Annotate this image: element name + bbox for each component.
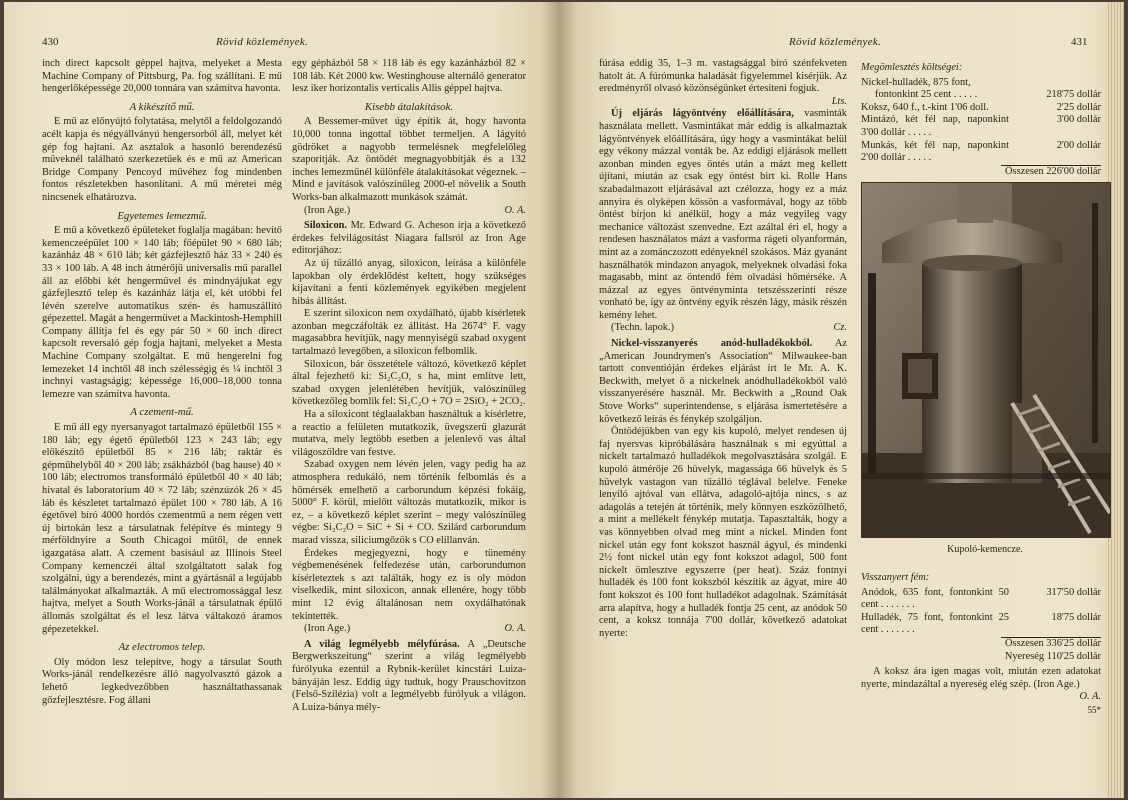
cost-row <box>861 89 1101 102</box>
paragraph: Szabad oxygen nem lévén jelen, vagy pedig ha az atmosphera redukáló, nem történik felbomlás és a hőmérsék emelhető a carborundum képzési fokáig, 5000° F. körül, mielőtt változás mutatkozik, mikor is ez, – a következő képlet szerint – megy valószínűleg végbe: Si₂C₂O = SiC + Si + CO. Szilárd carborundum marad vissza, siliciumgőzök s CO elillanván. <box>292 459 526 546</box>
source-line <box>599 322 847 335</box>
cost-value: 3'00 dollár <box>1056 114 1101 126</box>
paragraph <box>599 338 847 426</box>
paragraph <box>292 639 526 715</box>
right-page <box>559 2 1124 798</box>
paragraph: A koksz ára igen magas volt, miután ezen adatokat nyerte, mindazáltal a nyereség elég szép. (Iron Age.) <box>861 666 1101 690</box>
author-initials: O. A. <box>504 623 526 635</box>
section-heading: Kisebb átalakítások. <box>364 100 454 113</box>
source-line <box>292 623 526 636</box>
printer-signature-mark: 55* <box>1087 704 1101 715</box>
paragraph: E mű az előnyújtó folytatása, melytől a feldolgozandó acélt kapja és négyállványú hengersorból áll, melyet két gép fog hajtani. Az asztalok a hasonló berendezésű műveknél található szerkezetűek és e mű az American Bridge Company Pencoyd művéhez fog mindenben fontos részletekben hasonlítani. A mű méretei még nincsenek elhatározva. <box>42 116 282 203</box>
cost-label: Mintázó, két fél nap, naponkint 3'00 dollár . . . . . <box>861 114 1009 138</box>
paragraph: Érdekes megjegyezni, hogy e tünemény végbemenésének felfedezése után, carborundumon kísérleteztek s azt találták, hogy ez is oly módon viselkedik, mint siloxicon, annak ellenére, hogy több mint 12 évig általánosan nem oxydálhatónak tekintették. <box>292 547 526 622</box>
section-heading: Egyetemes lemezmű. <box>117 209 207 222</box>
paragraph <box>292 220 526 258</box>
returns-total: Összesen 336'25 dollár <box>1001 637 1101 651</box>
cost-label: Munkás, két fél nap, naponkint 2'00 dollár . . . . . <box>861 139 1009 164</box>
paragraph: Ha a siloxicont téglaalakban használtuk a kísérletre, a reactio a felületen mutatkozik, üvegszerű glazurát mutatva, mely legtöbb esetben a jelenlevő vas által világoszöldre van festve. <box>292 409 526 458</box>
author-initials: Cz. <box>833 322 847 334</box>
gutter-shadow <box>541 2 559 798</box>
cost-label: fontonkint 25 cent . . . . . <box>875 89 978 101</box>
article-title: A világ legmélyebb mélyfúrása. <box>304 638 460 650</box>
book-spread <box>4 2 1124 798</box>
left-column-2 <box>292 58 526 714</box>
returns-heading: Visszanyert fém: <box>861 572 930 583</box>
paragraph-text: Az „American Joundrymen's Association“ Milwaukee-ban tartott conventióján érdekes eljárást írt le Mr. A. K. Beckwith, melyet ő a nickelnek anódhulladékokból való visszanyerésére használ. Mr. Beckwith a „Round Oak Stove Works“ superintendense, s eljárása ismertetésére a következő leírás és fénykép szolgáljon. <box>599 338 847 425</box>
left-page <box>4 2 559 798</box>
paragraph: Öntödéjükben van egy kis kupoló, melyet rendesen új faj nyersvas kipróbálására használnak s mi egyúttal a nickelt tartalmazó hulladékok megolvasztására szolgál. E kupoló átmérője 26 hüvelyk, magassága 66 hüvelyk és 5 hüvelyk vastagon van tűzálló téglával belelve. Feneke lenyíló ajtóval van ellátva, adagoló-ajtója nincs, s az adagolás a tetején át történik, mely könnyen eszközölhető, a mint a mellékelt fénykép mutatja. Tapasztalták, hogy a vas könnyebben olvad meg mint a nickel. Minden font nickel után egy font kokszot használ ágyul, és mindenki 2½ font nickel után egy font kokszot adagol, 500 font nickelt ömlesztve egyszerre (per heat). Száz fontnyi hulladék és 100 font kokszból készítik az ágyat, mire 40 font kokszot és 100 font hulladékot adagolnak. Számítását arra alapítva, hogy a hulladék fontja 25 cent, az anódok 50 cent, a koksz tonnája 7'00 dollár, következő adatokat nyerte: <box>599 426 847 639</box>
cost-row <box>861 114 1101 139</box>
profit: Nyereség 110'25 dollár <box>1004 650 1101 662</box>
paragraph: egy gépházból 58 × 118 láb és egy kazánházból 82 × 108 láb. Két 2000 kw. Westinghouse alternáló generator lesz iker horizontalis verticalis Allis géppel hajtva. <box>292 58 526 95</box>
cost-row <box>861 140 1101 165</box>
page-number: 430 <box>42 36 59 48</box>
paragraph: Az új tűzálló anyag, siloxicon, leírása a különféle lapokban oly érdeklődést keltett, hogy szükséges kijavítani a fenti közlemények egyikében megjelent hibás állítást. <box>292 257 526 307</box>
cost-label: Koksz, 640 f., t.-kint 1'06 doll. <box>861 101 989 113</box>
figure-caption: Kupoló-kemencze. <box>947 544 1023 555</box>
paragraph: E szerint siloxicon nem oxydálható, újabb kísérletek azonban megczáfolták ez állítást. Ha 2674° F. vagy magasabbra hevítjük, nagy mennyiségű szabad oxygent tartalmazó levegőben, a siloxicon felbomlik. <box>292 308 526 358</box>
cost-value <box>1009 77 1101 90</box>
paragraph-text: Mr. Edward G. Acheson írja a következő érdekes felvilágosítást Niagara fallsról az Iron Age editorjához: <box>292 220 526 257</box>
cost-label: Nickel-hulladék, 875 font, <box>861 76 971 88</box>
cost-row <box>861 102 1101 115</box>
running-head: Rövid közlemények. <box>216 36 309 48</box>
source-line <box>292 205 526 218</box>
article-title: Siloxicon. <box>304 220 348 232</box>
running-head: Rövid közlemények. <box>789 36 882 48</box>
source-citation: (Iron Age.) <box>304 204 351 216</box>
paragraph: Oly módon lesz telepítve, hogy a társulat South Works-jánál rendelkezésre álló nagyolvasztó gázok a lehető legkedvezőbben használtathassanak gőzfejlesztésre. Fog állani <box>42 656 282 706</box>
return-label: Anódok, 635 font, fontonkint 50 cent . . . . . . . <box>861 586 1009 611</box>
author-initials: O. A. <box>1079 691 1101 703</box>
paragraph: E mű áll egy nyersanyagot tartalmazó épületből 155 × 180 láb; egy égető épületből 123 × 243 láb; egy előkészítő épületből 85 × 216 láb; raktár és gépműhelyből 40 × 200 láb; zsákházból (bag hause) 40 × 100 láb; electromos transformáló épületből 40 × 40 láb; hivatal és laboratorium 40 × 72 láb; szénzúzók 26 × 45 láb és készletet tartalmazó épület 100 × 780 láb. A 16 égetővel bíró 4000 hordós czementmű a nem régen vett új birtokán lesz a társulatnak felépítve és mintegy 9 mérföldnyire a South Chicagoi műtől, de ennek igazgatása alatt. A czement basisául az Illinois Steel Company kemenczéi által szolgáltatott salak fog szolgálni, úgy a berendezés, mint a gyártásnál a legújabb találmányokat alkalmazták. A mű electromossággal lesz hajtva, melyet a South Works-jánál a társulatnak épülő állomás szolgáltat és el lesz látva váltakozó áramos gépezetekkel. <box>42 422 282 635</box>
cost-value: 218'75 dollár <box>1046 89 1101 101</box>
cost-total: Összesen 226'00 dollár <box>1001 165 1101 179</box>
return-label: Hulladék, 75 font, fontonkint 25 cent . . . . . . . <box>861 611 1009 636</box>
cost-value: 2'00 dollár <box>1056 139 1101 151</box>
paragraph: E mű a következő épületeket foglalja magában: hevítő kemenczeépület 100 × 140 láb; főépület 90 × 680 láb; kazánház 48 × 610 láb; két gázfejlesztő ház 33 × 240 és 33 × 100 láb. A 48 inch átmérőjű universalis mű parallel áll az előbbi két hengerművel és mindnyájukat egy gázfejlesztő telep és kazánház látja el, két utóbbi fel lévén szerelve automatikus szén- és hamuszállító gépezettel. Magát a hengerművet a Mackintosh-Hemphill Company állítja fel és egy pár 50 × 60 inch direct kapcsolt reversaló gép fogja hajtani, melyeket a Mesta Machine Company szolgáltat. E mű hengerelni fog lemezeket 14 inchtől 48 inch szélességig és ¼ inchtől 3 inchnyi vastagságig; képessége 16,000–18,000 tonna lemezre van számítva havonta. <box>42 225 282 400</box>
furnace-illustration <box>862 183 1110 537</box>
paragraph: A Bessemer-művet úgy építik át, hogy havonta 10,000 tonna ingottal többet termeljen. A lágyító gödröket a nagyobb termelésnek megfelelőleg szaporítják. Az öntödét megnagyobbítják és a 132 inches lemezműnél különféle átalakításokat végeznek. – Mind e javítások valószínűleg 2000-el növelik a South Works-ban alkalmazott munkások számát. <box>292 116 526 203</box>
cost-heading: Megömlesztés költségei: <box>861 62 963 73</box>
section-heading: A czement-mű. <box>130 406 194 419</box>
gutter-shadow <box>559 2 577 798</box>
cupola-furnace-photo <box>861 182 1111 538</box>
left-column-1 <box>42 58 282 707</box>
return-row <box>861 612 1101 637</box>
paragraph: Siloxicon, bár összetétele változó, következő képlet által fejezhető ki: Si₂C₂O, s ha, mint említve lett, szabad oxygen jelenlétében hevítjük, valószínűleg következőleg bomlik fel: Si₂C₂O + 7O = 2SiO₂ + 2CO₂. <box>292 358 526 408</box>
right-column-2-bottom <box>861 568 1101 717</box>
author-initials: Lts. <box>831 95 847 107</box>
paragraph: inch direct kapcsolt géppel hajtva, melyeket a Mesta Machine Company of Pittsburg, Pa. fog szállítani. E mű hengerlőképessége 20,000 tonnára van számítva havonta. <box>42 58 282 95</box>
author-initials: O. A. <box>504 204 526 216</box>
cost-row <box>861 77 1101 90</box>
paragraph-text: vasminták használata mellett. Vasmintákat már eddig is alkalmaztak lágyöntvények előállítására, úgy hogy a vasmintákat belül egy vékony mázzal vonták be. Az eddigi eljárások mellett azonban minden egyes öntés után a mázt meg kellett újítani, miután az csak egy öntést birt ki. Rolle Hans szabadalmazott eljárásával azt czélozza, hogy ez a máz annyira és olyképen kössön a vasformával, hogy az több öntést bírjon ki anélkül, hogy a máz vegyileg vagy mechanice változást szenvedne. Ezt azáltal éri el, hogy a rendesen használatos mázt a vasforma rágeti olyanformán, mint az a zománczozott edényeknél szokásos. Máz gyanánt használhatók mindazon anyagok, melyeknek olvadási foka magasabb, mint az öntendő fém olvadási hőmérséke. A mázzal az egyes öntvényminta tetszésszerinti része vonható be, így az öntvény egyik részén lágy, másik részén kemény lehet. <box>599 108 847 321</box>
right-column-1 <box>599 58 847 640</box>
paragraph: fúrása eddig 35, 1–3 m. vastagsággal bíró szénfekveten hatolt át. A fúrómunka haladását figyelemmel kisérjük. Az eredményről olvasó közönségünket értesíteni fogjuk. <box>599 58 847 95</box>
return-value: 18'75 dollár <box>1051 611 1101 623</box>
source-citation: (Techn. lapok.) <box>611 322 675 334</box>
return-value: 317'50 dollár <box>1046 586 1101 598</box>
page-number: 431 <box>1071 36 1088 48</box>
paragraph <box>599 108 847 322</box>
article-title: Nickel-visszanyerés anód-hulladékokból. <box>611 338 813 350</box>
section-heading: A kikészítő mű. <box>129 100 195 113</box>
paragraph-text: A „Deutsche Bergwerkszeitung“ szerint a világ legmélyebb fúrólyuka ezentúl a Rybnik-kerület kincstári Luiza-bányáján lesz. Eddig úgy tudtuk, hogy Prauschovitzon (Felső-Szilézia) volt a legmélyebb fúrólyuk a világon. A Luiza-bánya mély- <box>292 638 526 713</box>
source-citation: (Iron Age.) <box>304 623 351 635</box>
right-column-2-top <box>861 58 1101 178</box>
cost-value: 2'25 dollár <box>1056 101 1101 113</box>
section-heading: Az electromos telep. <box>118 641 206 654</box>
article-title: Új eljárás lágyöntvény előállítására, <box>611 108 794 120</box>
return-row <box>861 587 1101 612</box>
